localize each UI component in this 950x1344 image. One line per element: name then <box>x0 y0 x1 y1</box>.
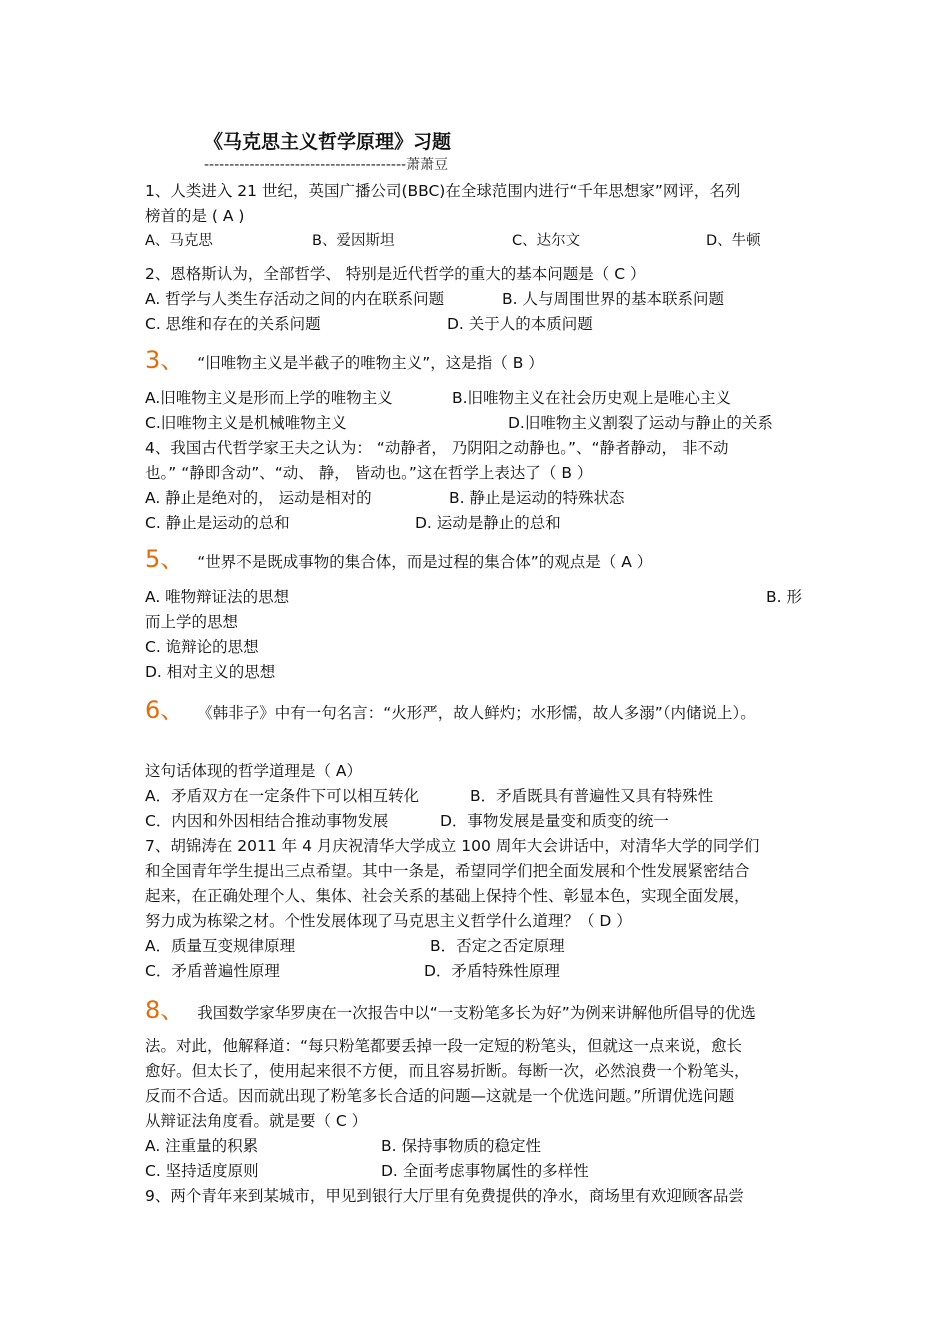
q7-line-3: 起来，在正确处理个人、集体、社会关系的基础上保持个性、彰显本色，实现全面发展， <box>145 887 750 905</box>
q4-option-a: A. 静止是绝对的， 运动是相对的 <box>145 489 372 507</box>
q8-line-5: 从辩证法角度看。就是要（ C ） <box>145 1112 368 1130</box>
q6-option-d: D．事物发展是量变和质变的统一 <box>440 812 669 830</box>
q3-number: 3、 <box>145 346 185 374</box>
q3-option-b: B.旧唯物主义在社会历史观上是唯心主义 <box>452 389 732 407</box>
q8-line-2: 法。对此，他解释道：“每只粉笔都要丢掉一段一定短的粉笔头，但就这一点来说，愈长 <box>145 1037 743 1055</box>
q1-option-a: A、马克思 <box>145 233 213 249</box>
q5-option-d: D. 相对主义的思想 <box>145 663 276 681</box>
q8-option-c: C. 坚持适度原则 <box>145 1162 259 1180</box>
q8-line-4: 反而不合适。因而就出现了粉笔多长合适的问题—这就是一个优选问题。”所谓优选问题 <box>145 1087 735 1105</box>
q3-text: “旧唯物主义是半截子的唯物主义”，这是指（ B ） <box>197 354 544 372</box>
q7-option-d: D．矛盾特殊性原理 <box>424 962 560 980</box>
q3-option-d: D.旧唯物主义割裂了运动与静止的关系 <box>508 414 773 432</box>
q6-line-1 <box>145 696 756 727</box>
q5-number: 5、 <box>145 545 185 573</box>
q1-option-d: D、牛顿 <box>706 233 761 249</box>
q4-option-b: B. 静止是运动的特殊状态 <box>449 489 625 507</box>
q5-option-a: A. 唯物辩证法的思想 <box>145 588 290 606</box>
q2-option-a: A. 哲学与人类生存活动之间的内在联系问题 <box>145 290 445 308</box>
q5-text: “世界不是既成事物的集合体，而是过程的集合体”的观点是（ A ） <box>197 553 653 571</box>
q7-line-4: 努力成为栋梁之材。个性发展体现了马克思主义哲学什么道理？（ D ） <box>145 912 632 930</box>
q5-option-b-start: B. 形 <box>766 588 802 606</box>
q7-option-b: B．否定之否定原理 <box>430 937 565 955</box>
q1-option-b: B、爱因斯坦 <box>312 233 395 249</box>
q8-line-1 <box>145 996 756 1027</box>
q4-line-2: 也。” “静即含动”、“动、 静， 皆动也。”这在哲学上表达了（ B ） <box>145 464 593 482</box>
q5-line-1 <box>145 545 652 576</box>
q8-number: 8、 <box>145 996 185 1024</box>
q7-option-a: A．质量互变规律原理 <box>145 937 296 955</box>
q5-option-b-end: 而上学的思想 <box>145 613 239 631</box>
q2-option-b: B. 人与周围世界的基本联系问题 <box>502 290 724 308</box>
q8-option-a: A. 注重量的积累 <box>145 1137 259 1155</box>
q6-text: 《韩非子》中有一句名言：“火形严，故人鲜灼；水形懦，故人多溺”（内储说上）。 <box>197 704 756 722</box>
q8-line-3: 愈好。但太长了，使用起来很不方便，而且容易折断。每断一次，必然浪费一个粉笔头， <box>145 1062 750 1080</box>
q6-option-c: C．内因和外因相结合推动事物发展 <box>145 812 389 830</box>
document-author: ----------------------------------------萧萧豆 <box>204 157 449 173</box>
q4-line-1: 4、我国古代哲学家王夫之认为： “动静者， 乃阴阳之动静也。”、“静者静动， 非不动 <box>145 439 729 457</box>
q4-option-c: C. 静止是运动的总和 <box>145 514 290 532</box>
q6-option-b: B．矛盾既具有普遍性又具有特殊性 <box>470 787 714 805</box>
q8-option-d: D. 全面考虑事物属性的多样性 <box>381 1162 589 1180</box>
q6-number: 6、 <box>145 696 185 724</box>
q6-line-2: 这句话体现的哲学道理是（ A） <box>145 762 363 780</box>
q2-option-c: C. 思维和存在的关系问题 <box>145 315 321 333</box>
q1-option-c: C、达尔文 <box>512 233 581 249</box>
q8-text: 我国数学家华罗庚在一次报告中以“一支粉笔多长为好”为例来讲解他所倡导的优选 <box>197 1004 756 1022</box>
q1-line-1: 1、人类进入 21 世纪，英国广播公司(BBC)在全球范围内进行“千年思想家”网评，名列 <box>145 182 741 200</box>
q3-option-c: C.旧唯物主义是机械唯物主义 <box>145 414 347 432</box>
q4-option-d: D. 运动是静止的总和 <box>415 514 561 532</box>
q8-option-b: B. 保持事物质的稳定性 <box>381 1137 541 1155</box>
q3-line-1 <box>145 346 544 377</box>
q7-line-2: 和全国青年学生提出三点希望。其中一条是，希望同学们把全面发展和个性发展紧密结合 <box>145 862 750 880</box>
q7-line-1: 7、胡锦涛在 2011 年 4 月庆祝清华大学成立 100 周年大会讲话中，对清华大学的同学们 <box>145 837 760 855</box>
q3-option-a: A.旧唯物主义是形而上学的唯物主义 <box>145 389 393 407</box>
q9-line-1: 9、两个青年来到某城市，甲见到银行大厅里有免费提供的净水，商场里有欢迎顾客品尝 <box>145 1187 744 1205</box>
q2-line-1: 2、恩格斯认为，全部哲学、 特别是近代哲学的重大的基本问题是（ C ） <box>145 265 646 283</box>
q2-option-d: D. 关于人的本质问题 <box>447 315 593 333</box>
q7-option-c: C．矛盾普遍性原理 <box>145 962 280 980</box>
q1-line-2: 榜首的是 ( A ) <box>145 207 245 225</box>
document-title: 《马克思主义哲学原理》习题 <box>204 131 452 153</box>
q5-option-c: C. 诡辩论的思想 <box>145 638 259 656</box>
q6-option-a: A．矛盾双方在一定条件下可以相互转化 <box>145 787 420 805</box>
